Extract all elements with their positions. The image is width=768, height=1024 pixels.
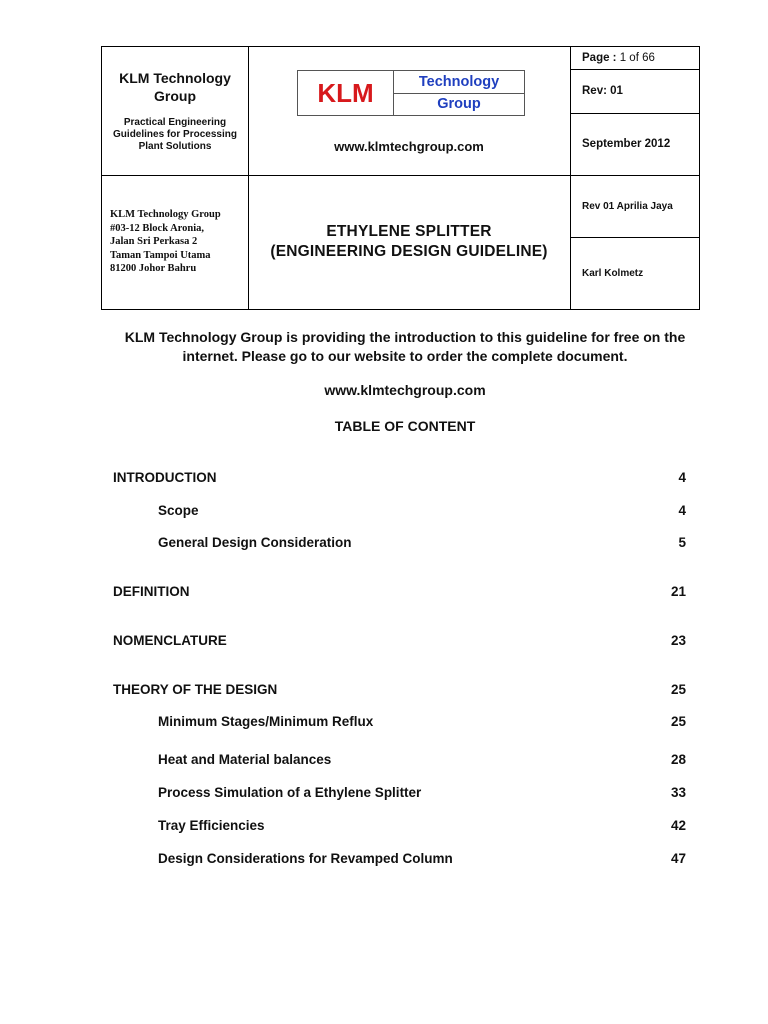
page-number: Page : 1 of 66	[582, 52, 655, 64]
address-line: #03-12 Block Aronia,	[110, 222, 205, 234]
revision: Rev: 01	[582, 85, 623, 97]
toc-entry[interactable]	[113, 633, 686, 653]
toc-entry-page: 28	[670, 752, 686, 767]
date-cell	[582, 113, 697, 175]
toc-entry-page: 4	[678, 503, 686, 518]
toc-entry-label: Design Considerations for Revamped Column	[158, 851, 453, 866]
toc-entry-label: General Design Consideration	[158, 535, 352, 550]
toc-entry-label: Minimum Stages/Minimum Reflux	[158, 714, 374, 729]
author: Karl Kolmetz	[582, 267, 644, 279]
website-cell	[248, 131, 570, 161]
toc-entry[interactable]	[113, 584, 686, 604]
toc-entry-page: 5	[678, 535, 686, 550]
address-line: Jalan Sri Perkasa 2	[110, 236, 198, 248]
rev-author-cell	[582, 175, 697, 237]
toc-entry[interactable]	[113, 470, 686, 490]
toc-entry[interactable]	[113, 714, 686, 734]
address-cell	[110, 175, 248, 309]
toc-entry-page: 33	[670, 785, 686, 800]
website-link[interactable]: www.klmtechgroup.com	[324, 382, 486, 398]
toc-entry[interactable]	[113, 752, 686, 772]
document-subtitle: (ENGINEERING DESIGN GUIDELINE)	[270, 243, 548, 260]
revision-author: Rev 01 Aprilia Jaya	[582, 200, 673, 212]
address-line: Taman Tampoi Utama	[110, 249, 211, 261]
toc-entry[interactable]	[113, 785, 686, 805]
document-title: ETHYLENE SPLITTER	[326, 223, 492, 240]
logo-group: Group	[437, 96, 481, 113]
toc-entry[interactable]	[113, 503, 686, 523]
address-line: 81200 Johor Bahru	[110, 263, 197, 275]
page-cell	[582, 47, 697, 69]
toc-entry-page: 21	[670, 584, 686, 599]
toc-entry-page: 4	[678, 470, 686, 485]
header-divider-right	[570, 47, 571, 309]
toc-entry[interactable]	[113, 682, 686, 702]
logo-klm: KLM	[298, 71, 394, 115]
toc-entry-label: DEFINITION	[113, 584, 190, 599]
klm-logo	[297, 70, 525, 116]
toc-entry-label: Tray Efficiencies	[158, 818, 265, 833]
header-website: www.klmtechgroup.com	[334, 138, 484, 154]
toc-entry-page: 23	[670, 633, 686, 648]
title-cell	[248, 175, 570, 309]
logo-technology: Technology	[394, 71, 524, 94]
toc-entry-label: Scope	[158, 503, 199, 518]
toc-title: TABLE OF CONTENT	[334, 418, 476, 434]
rev-cell	[582, 69, 697, 113]
toc-entry-page: 47	[670, 851, 686, 866]
company-tagline: Practical Engineering Guidelines for Processing Plant Solutions	[113, 117, 237, 152]
company-name: KLM Technology Group	[119, 70, 231, 104]
toc-entry-label: THEORY OF THE DESIGN	[113, 682, 278, 697]
toc-entry-label: Process Simulation of a Ethylene Splitter	[158, 785, 422, 800]
toc-entry-label: NOMENCLATURE	[113, 633, 227, 648]
toc-entry[interactable]	[113, 851, 686, 871]
intro-text: KLM Technology Group is providing the introduction to this guideline for free on the internet. Please go to our website to order the complete document.	[124, 329, 686, 364]
address-line: KLM Technology Group	[110, 209, 221, 221]
date: September 2012	[582, 138, 671, 150]
toc-entry[interactable]	[113, 818, 686, 838]
toc-entry[interactable]	[113, 535, 686, 555]
logo-right	[394, 71, 524, 115]
author-cell	[582, 237, 697, 309]
company-cell	[102, 47, 248, 175]
toc-entry-label: Heat and Material balances	[158, 752, 332, 767]
toc-entry-label: INTRODUCTION	[113, 470, 217, 485]
toc-entry-page: 25	[670, 714, 686, 729]
toc-entry-page: 25	[670, 682, 686, 697]
toc-entry-page: 42	[670, 818, 686, 833]
